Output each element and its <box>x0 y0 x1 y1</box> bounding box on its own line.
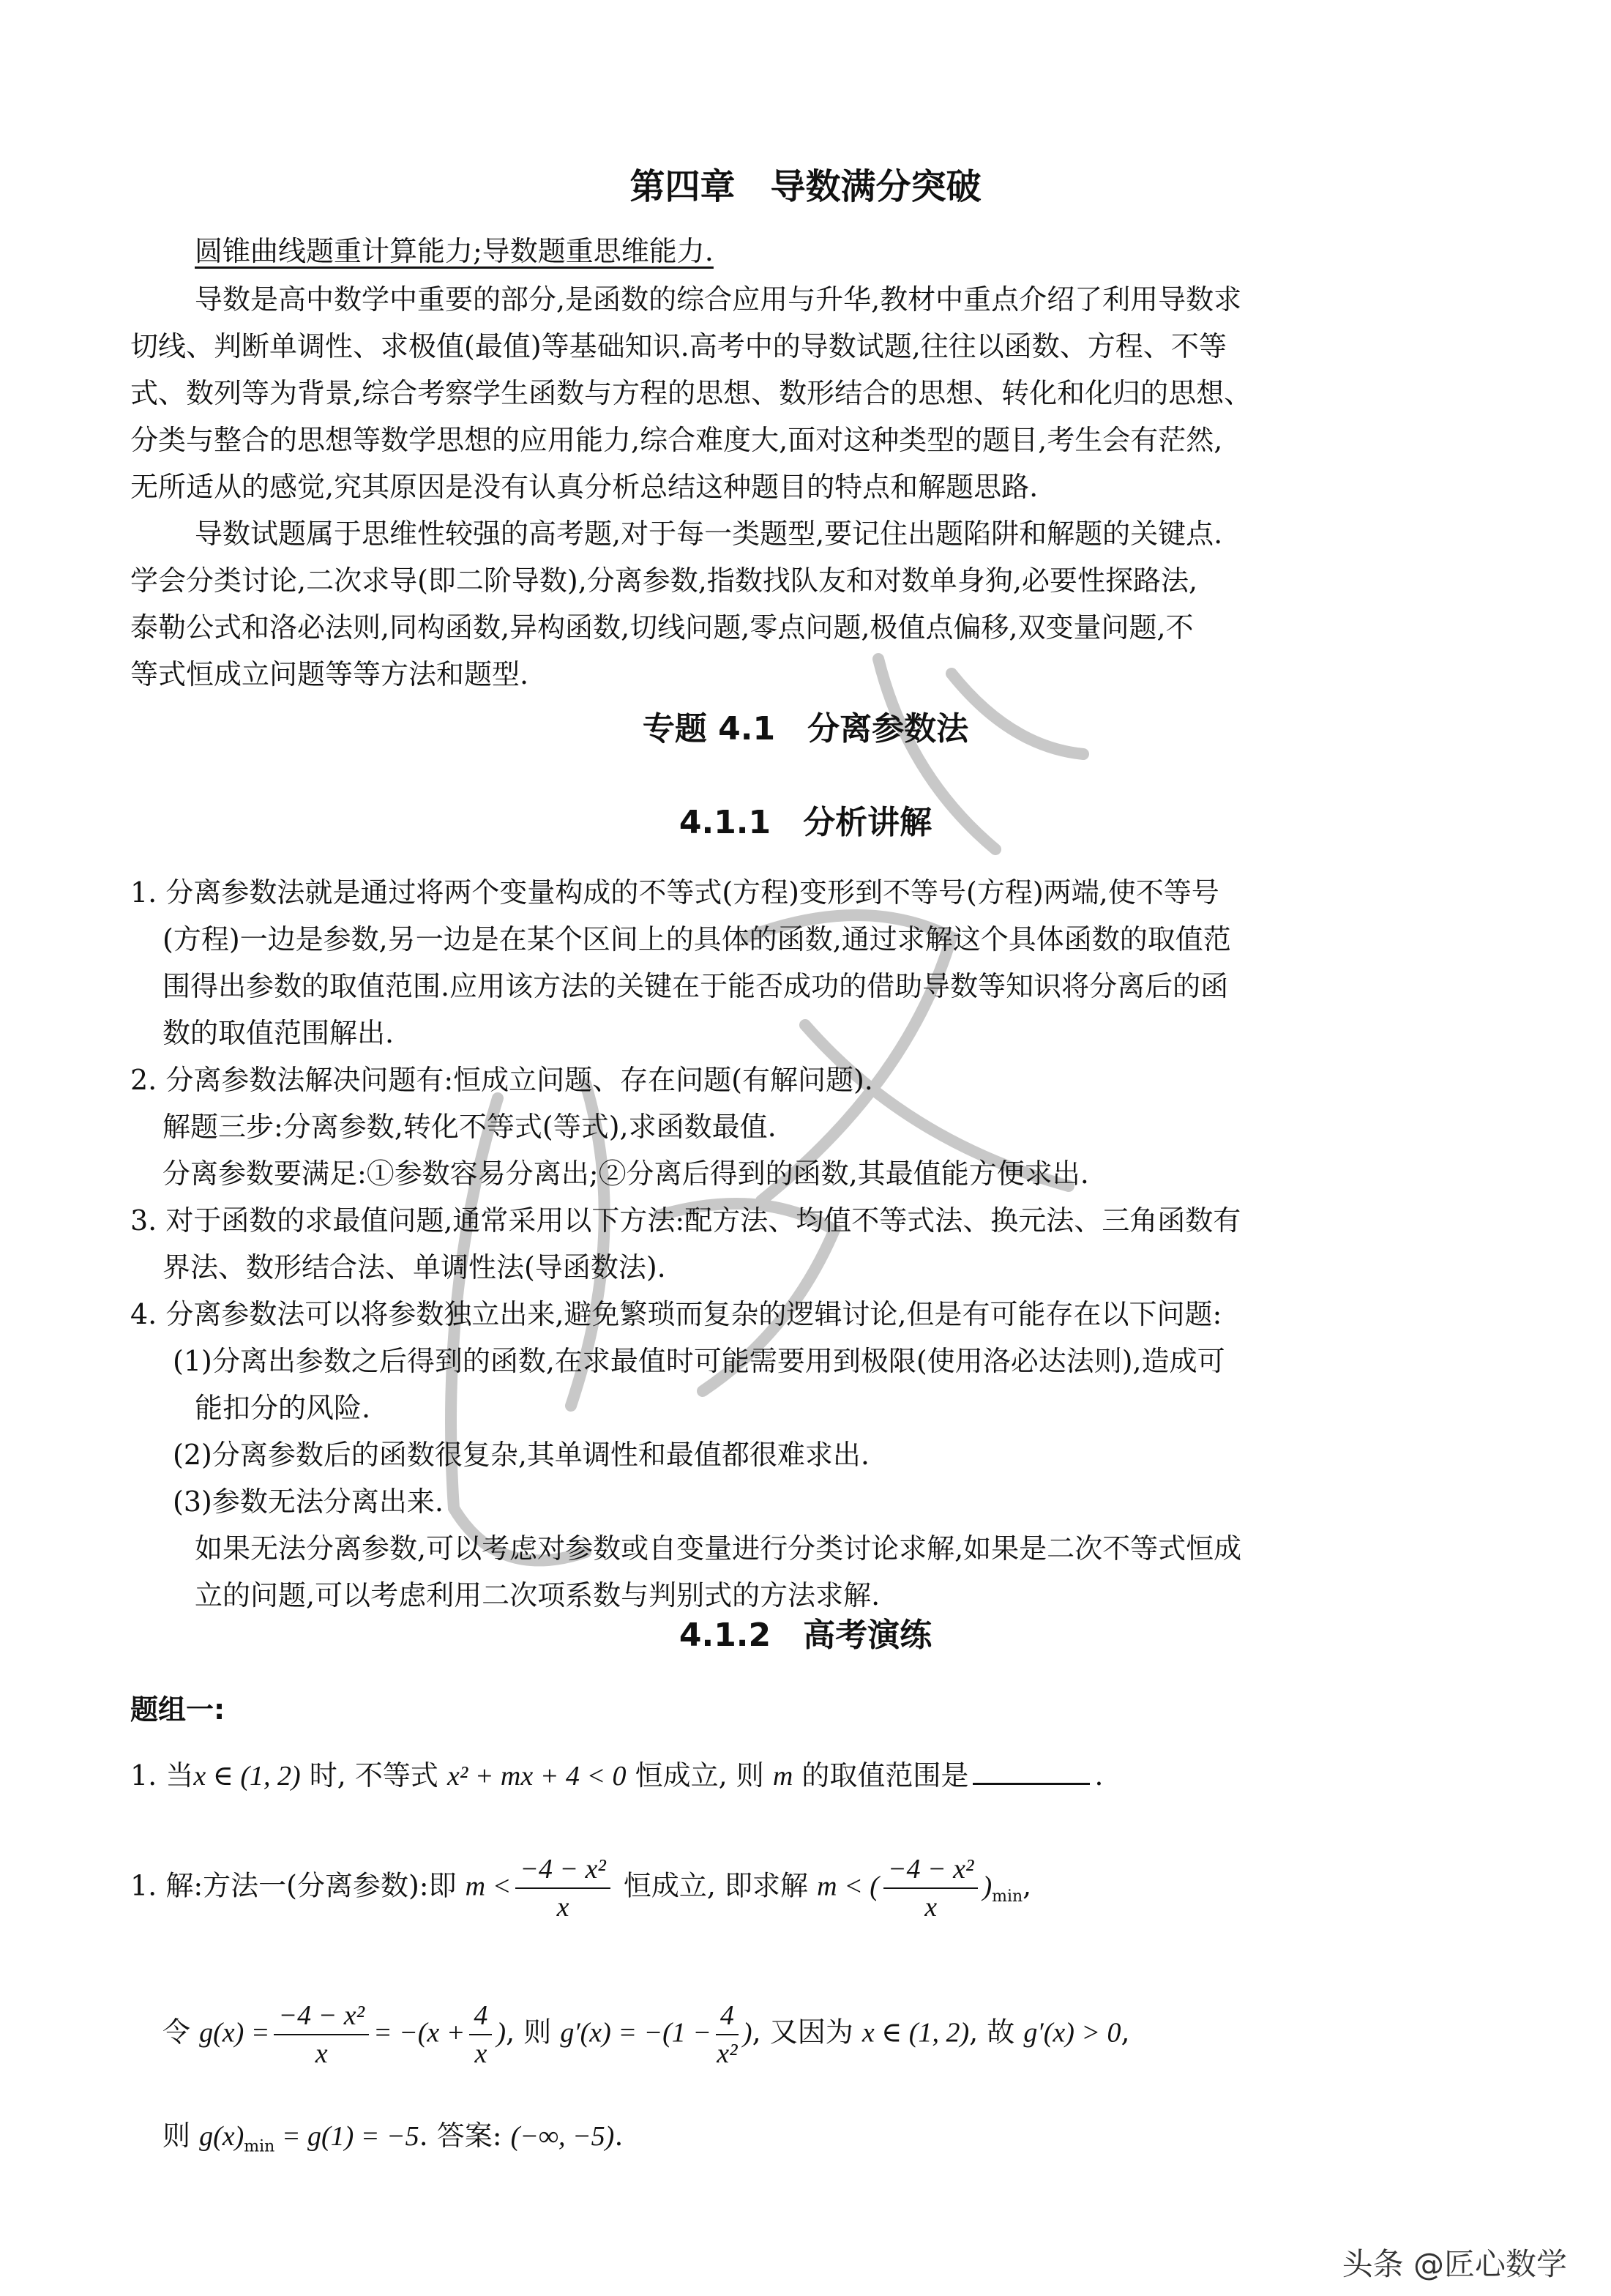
fraction-numerator: 4 <box>716 1999 739 2035</box>
g-def: g(x) = <box>199 2017 270 2049</box>
analysis-line: (1)分离出参数之后得到的函数,在求最值时可能需要用到极限(使用洛必达法则),造成可 <box>173 1345 1225 1377</box>
fraction-denominator: x² <box>717 2038 738 2069</box>
intro-line: 导数是高中数学中重要的部分,是函数的综合应用与升华,教材中重点介绍了利用导数求 <box>195 283 1242 316</box>
m-lt: m < <box>465 1871 512 1902</box>
analysis-line: 立的问题,可以考虑利用二次项系数与判别式的方法求解. <box>195 1579 881 1611</box>
subscript-min: min <box>992 1887 1023 1906</box>
footer-credit: 头条 @匠心数学 <box>1342 2246 1567 2282</box>
analysis-line: 能扣分的风险. <box>195 1392 371 1424</box>
intro-line: 式、数列等为背景,综合考察学生函数与方程的思想、数形结合的思想、转化和化归的思想、 <box>130 377 1252 409</box>
answer-blank[interactable] <box>973 1761 1090 1785</box>
fraction <box>469 1999 492 2070</box>
fraction-numerator: 4 <box>469 1999 492 2035</box>
solution-mid: 恒成立, 即求解 <box>614 1869 818 1902</box>
g-min: g(x) <box>199 2121 244 2152</box>
fraction-numerator: −4 − x² <box>515 1852 610 1889</box>
fraction-numerator: −4 − x² <box>883 1852 979 1889</box>
close-paren: ) <box>496 2017 507 2049</box>
problem-variable: m <box>772 1761 793 1792</box>
line-end: , <box>1121 2016 1130 2049</box>
fraction-denominator: x <box>924 1892 938 1923</box>
subsection-title: 4.1.1 分析讲解 <box>679 804 932 841</box>
analysis-line: 数的取值范围解出. <box>162 1017 395 1049</box>
solution-line-3 <box>162 2117 623 2166</box>
analysis-line: 1. 分离参数法就是通过将两个变量构成的不等式(方程)变形到不等号(方程)两端,使不等号 <box>130 876 1219 909</box>
m-lt-paren: m < ( <box>817 1871 879 1902</box>
analysis-line: 4. 分离参数法可以将参数独立出来,避免繁琐而复杂的逻辑讨论,但是有可能存在以下问题: <box>130 1298 1222 1330</box>
fraction <box>716 1999 739 2070</box>
then-text: , 则 <box>506 2016 561 2049</box>
underlined-note: 圆锥曲线题重计算能力;导数题重思维能力. <box>195 235 714 267</box>
problem-prefix: 1. 当 <box>130 1759 194 1792</box>
g-prime: g′(x) = −(1 − <box>560 2017 711 2049</box>
fraction <box>515 1852 610 1924</box>
answer-label: . 答案: <box>419 2120 511 2152</box>
close-paren: ) <box>742 2017 752 2049</box>
section-title: 专题 4.1 分离参数法 <box>642 710 969 748</box>
analysis-line: 围得出参数的取值范围.应用该方法的关键在于能否成功的借助导数等知识将分离后的函 <box>162 970 1229 1002</box>
intro-line: 切线、判断单调性、求极值(最值)等基础知识.高考中的导数试题,往往以函数、方程、不等 <box>130 330 1227 362</box>
so-text: , 故 <box>969 2016 1024 2049</box>
answer-end: . <box>614 2120 624 2152</box>
answer-interval: (−∞, −5) <box>510 2121 615 2152</box>
group-label: 题组一: <box>130 1693 225 1726</box>
problem-inequality: x² + mx + 4 < 0 <box>446 1761 627 1792</box>
interval: x ∈ (1, 2) <box>861 2017 970 2049</box>
intro-line: 泰勒公式和洛必法则,同构函数,异构函数,切线问题,零点问题,极值点偏移,双变量问题,不 <box>130 611 1194 644</box>
g-one: = g(1) = −5 <box>274 2121 419 2152</box>
problem-mid2: 恒成立, 则 <box>626 1759 773 1792</box>
subscript-min: min <box>244 2137 275 2156</box>
analysis-line: 2. 分离参数法解决问题有:恒成立问题、存在问题(有解问题). <box>130 1064 873 1096</box>
because-text: , 又因为 <box>752 2016 862 2049</box>
intro-line: 导数试题属于思维性较强的高考题,对于每一类题型,要记住出题陷阱和解题的关键点. <box>195 518 1223 550</box>
intro-line: 无所适从的感觉,究其原因是没有认真分析总结这种题目的特点和解题思路. <box>130 471 1039 503</box>
problem-condition: x ∈ (1, 2) <box>193 1761 301 1792</box>
problem-mid: 时, 不等式 <box>300 1759 447 1792</box>
intro-line: 等式恒成立问题等等方法和题型. <box>130 658 529 690</box>
fraction <box>883 1852 979 1924</box>
analysis-line: 界法、数形结合法、单调性法(导函数法). <box>162 1251 666 1283</box>
then-prefix: 则 <box>162 2120 200 2152</box>
fraction-denominator: x <box>474 2038 487 2069</box>
intro-line: 分类与整合的思想等数学思想的应用能力,综合难度大,面对这种类型的题目,考生会有茫然, <box>130 424 1223 456</box>
analysis-line: 分离参数要满足:①参数容易分离出;②分离后得到的函数,其最值能方便求出. <box>162 1158 1089 1190</box>
fraction-denominator: x <box>315 2038 328 2069</box>
analysis-line: (3)参数无法分离出来. <box>173 1486 444 1518</box>
subsection-title: 4.1.2 高考演练 <box>679 1617 932 1654</box>
analysis-line: 解题三步:分离参数,转化不等式(等式),求函数最值. <box>162 1111 777 1143</box>
analysis-line: (方程)一边是参数,另一边是在某个区间上的具体的函数,通过求解这个具体函数的取值范 <box>162 923 1231 955</box>
analysis-line: (2)分离参数后的函数很复杂,其单调性和最值都很难求出. <box>173 1439 870 1471</box>
g-prime-positive: g′(x) > 0 <box>1023 2017 1121 2049</box>
fraction-numerator: −4 − x² <box>274 1999 369 2035</box>
close-paren: ) <box>982 1871 993 1902</box>
solution-line-1 <box>130 1852 1031 1924</box>
chapter-title: 第四章 导数满分突破 <box>629 166 982 207</box>
solution-end: , <box>1023 1869 1032 1902</box>
fraction-denominator: x <box>556 1892 569 1923</box>
g-simplified: = −(x + <box>373 2017 466 2049</box>
problem-end: . <box>1094 1759 1104 1792</box>
let-prefix: 令 <box>162 2016 200 2049</box>
problem-1 <box>130 1757 1103 1794</box>
analysis-line: 3. 对于函数的求最值问题,通常采用以下方法:配方法、均值不等式法、换元法、三角函数有 <box>130 1204 1241 1237</box>
solution-prefix: 1. 解:方法一(分离参数):即 <box>130 1869 466 1902</box>
analysis-line: 如果无法分离参数,可以考虑对参数或自变量进行分类讨论求解,如果是二次不等式恒成 <box>195 1532 1242 1565</box>
fraction <box>274 1999 369 2070</box>
intro-line: 学会分类讨论,二次求导(即二阶导数),分离参数,指数找队友和对数单身狗,必要性探路法, <box>130 564 1198 597</box>
solution-line-2 <box>162 1999 1130 2070</box>
problem-suffix: 的取值范围是 <box>793 1759 969 1792</box>
